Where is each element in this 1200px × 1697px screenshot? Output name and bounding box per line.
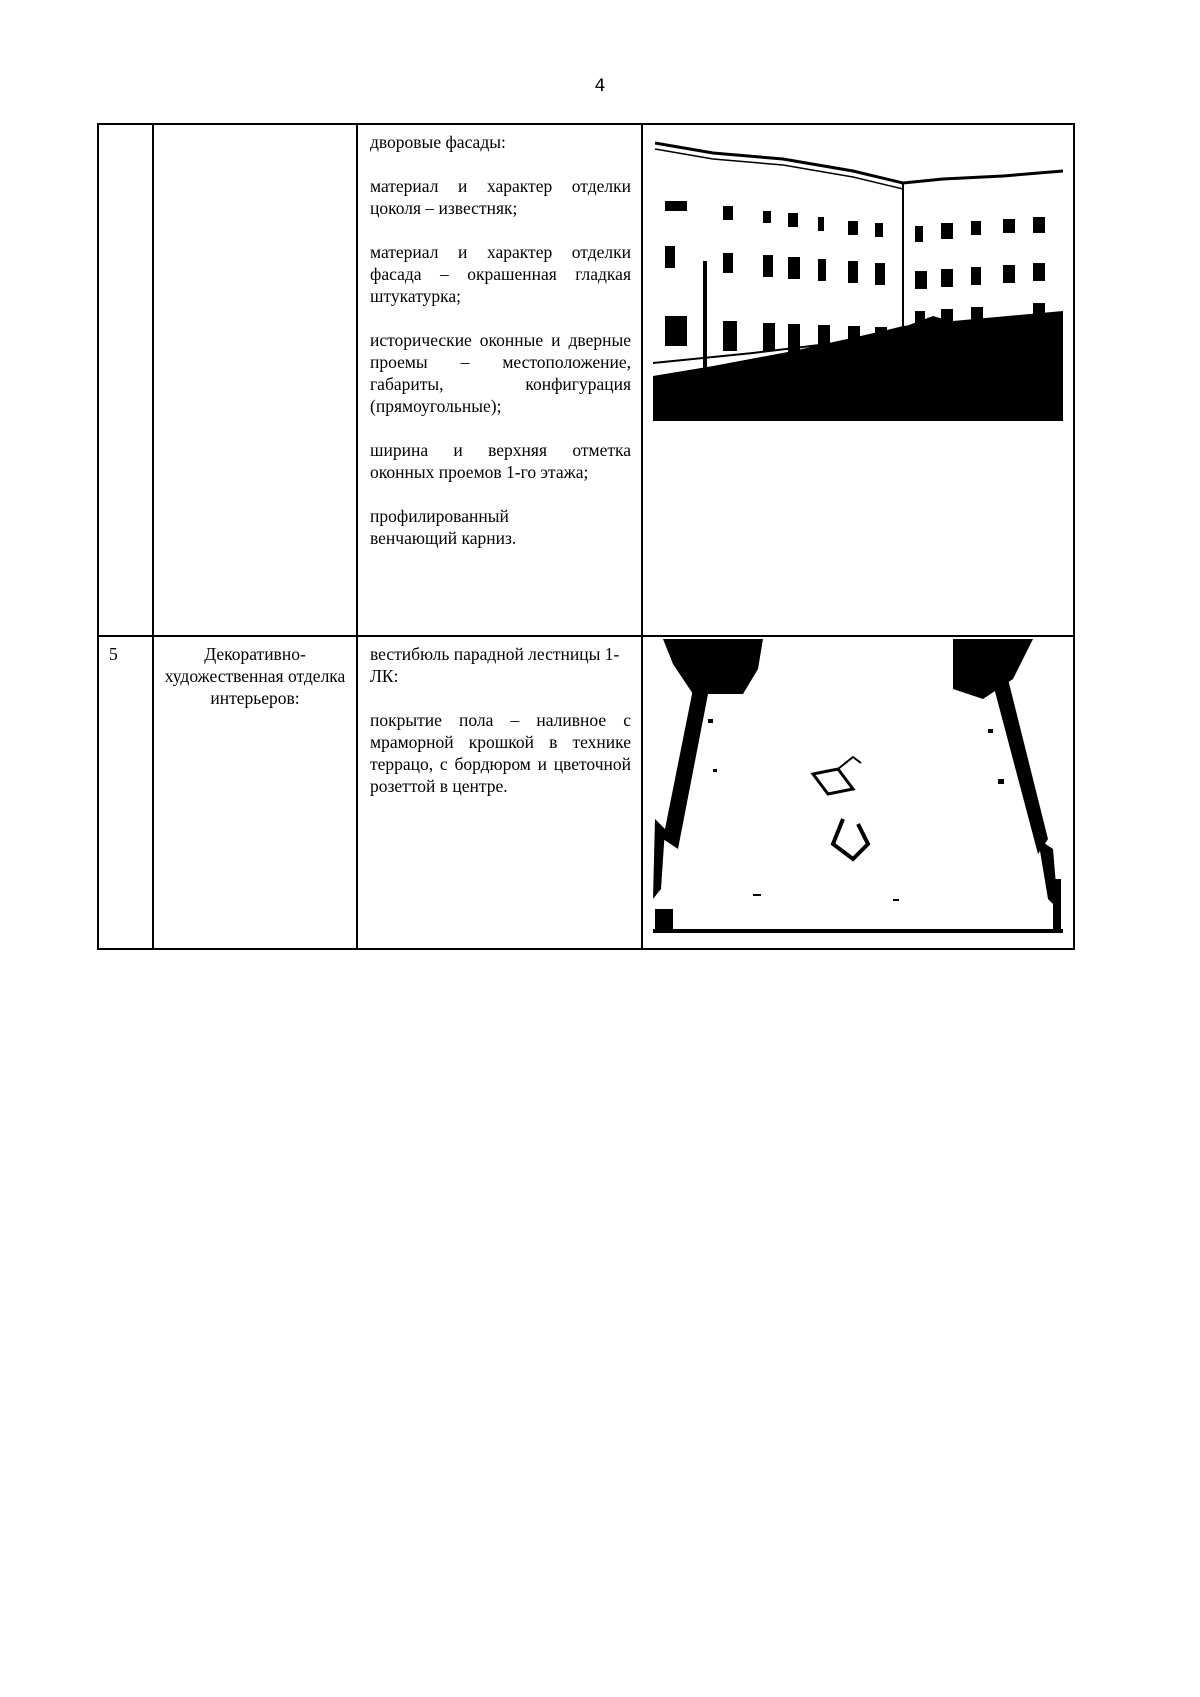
row-category [153,124,357,636]
table-row [98,124,1074,636]
description-paragraph: покрытие пола – наливное с мраморной крошкой в технике террацо, с бордюром и цветочной розеттой в центре. [370,710,631,796]
protection-subject-table [97,123,1075,950]
row-photo [642,636,1074,949]
courtyard-facade-photo [653,131,1063,421]
row-number [98,124,153,636]
description-paragraph: дворовые фасады: [370,132,506,152]
description-paragraph: материал и характер отделки цоколя – известняк; [370,176,631,218]
vestibule-floor-photo [653,639,1063,944]
description-paragraph: исторические оконные и дверные проемы – местоположение, габариты, конфигурация (прямоугольные); [370,330,631,416]
row-number: 5 [98,636,153,949]
description-paragraph: вестибюль парадной лестницы 1-ЛК: [370,644,620,686]
row-photo [642,124,1074,636]
description-paragraph: материал и характер отделки фасада – окрашенная гладкая штукатурка; [370,242,631,306]
description-paragraph: профилированный венчающий карниз. [370,506,517,548]
page-number: 4 [594,76,606,96]
row-description [357,124,642,636]
row-description [357,636,642,949]
row-category: Декоративно-художественная отделка интерьеров: [153,636,357,949]
description-paragraph: ширина и верхняя отметка оконных проемов 1-го этажа; [370,440,631,482]
table-row [98,636,1074,949]
